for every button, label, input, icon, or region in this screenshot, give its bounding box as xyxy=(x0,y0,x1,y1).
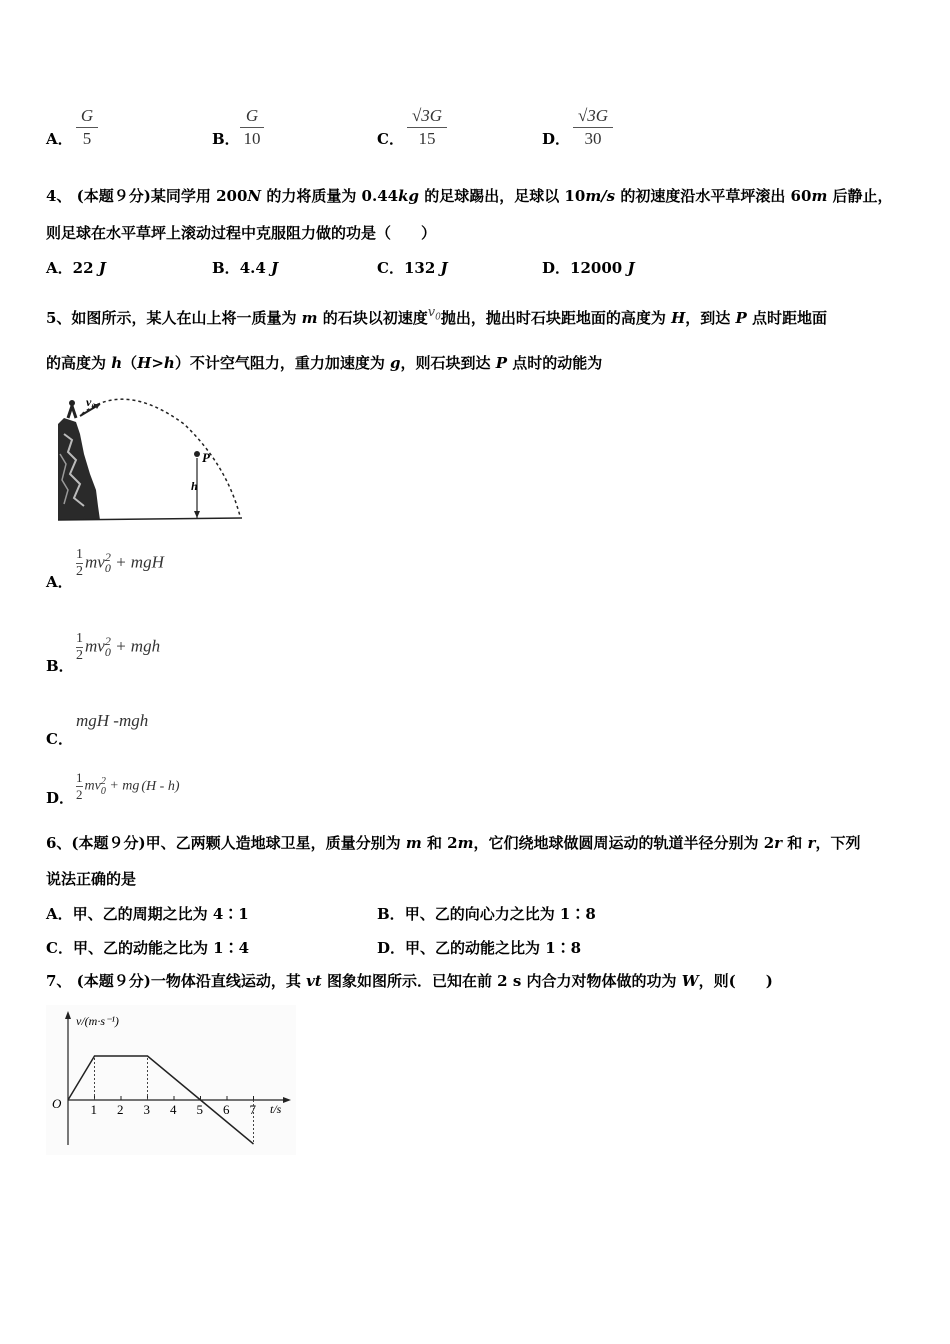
x-tick-label: 4 xyxy=(170,1102,177,1117)
q5-option-label: C． xyxy=(46,730,73,748)
q3-option-d-label: D． xyxy=(542,130,571,148)
q5-stem-line2 xyxy=(46,353,602,373)
q5-condition: H>h xyxy=(137,354,175,372)
point-p-marker xyxy=(194,451,200,457)
q6-var: m xyxy=(457,834,474,852)
q6-option-label: D． xyxy=(377,939,406,957)
half-den: 2 xyxy=(76,787,83,802)
q4-option-label: D． xyxy=(542,259,571,277)
q5-text: ）不计空气阻力，重力加速度为 xyxy=(174,354,391,372)
q4-stem-line1 xyxy=(46,186,893,206)
q6-text: ，下列 xyxy=(815,834,861,852)
x-tick-label: 7 xyxy=(249,1102,256,1117)
q4-option-unit: J xyxy=(98,259,106,277)
q6-option-a xyxy=(46,903,249,924)
expr-part: + mgh xyxy=(110,636,161,656)
q7-text: 7、 (本题９分)一物体沿直线运动，其 xyxy=(46,972,307,990)
q3-option-b-label: B． xyxy=(212,130,240,148)
q4-text: 后静止， xyxy=(827,187,893,205)
q3-option-d-numerator: √3G xyxy=(577,106,609,125)
q3-option-a-denominator: 5 xyxy=(82,129,92,148)
q5-option-label: A． xyxy=(46,573,73,591)
half-num: 1 xyxy=(76,631,83,646)
q4-option-unit: J xyxy=(271,259,279,277)
q6-option-label: B． xyxy=(377,905,405,923)
x-tick-label: 5 xyxy=(196,1102,203,1117)
q6-stem-line1 xyxy=(46,833,860,853)
q4-option-value: 22 xyxy=(72,259,99,277)
q5-option-label: D． xyxy=(46,789,75,807)
q7-var: W xyxy=(681,972,699,990)
q6-text: 6、(本题９分)甲、乙两颗人造地球卫星，质量分别为 xyxy=(46,834,406,852)
q5-option-b-expr xyxy=(76,631,160,664)
q4-text: 的足球踢出，足球以 10 xyxy=(418,187,586,205)
q4-unit: m/s xyxy=(585,187,616,205)
x-axis-label: t/s xyxy=(270,1102,282,1116)
q7-stem xyxy=(46,971,773,991)
q5-var: m xyxy=(301,309,318,327)
q5-text: 点时的动能为 xyxy=(507,354,603,372)
q4-stem-line2: 则足球在水平草坪上滚动过程中克服阻力做的功是（ ） xyxy=(46,224,437,242)
vt-chart xyxy=(46,1005,296,1155)
q3-option-c-label: C． xyxy=(377,130,404,148)
q3-option-d-denominator: 30 xyxy=(584,129,602,148)
half-den: 2 xyxy=(76,648,83,663)
q6-option-text: 甲、乙的向心力之比为 1∶8 xyxy=(404,905,596,923)
q4-unit: kg xyxy=(398,187,419,205)
expr-paren: (H - h) xyxy=(141,778,180,794)
y-axis-label: v/(m·s⁻¹) xyxy=(76,1014,119,1028)
q6-option-c xyxy=(46,937,249,958)
q5-text: 抛出，抛出时石块距地面的高度为 xyxy=(440,309,672,327)
q6-option-b xyxy=(377,903,596,924)
expr-part: mv xyxy=(84,778,101,794)
q5-text: 的高度为 xyxy=(46,354,112,372)
q3-option-a-fraction xyxy=(76,106,98,149)
q4-option-label: B． xyxy=(212,259,240,277)
q5-text: 的石块以初速度 xyxy=(317,309,428,327)
half-num: 1 xyxy=(76,770,83,785)
q4-option-label: A． xyxy=(46,259,73,277)
x-tick-label: 3 xyxy=(143,1102,150,1117)
q3-option-a-numerator: G xyxy=(80,106,94,125)
q3-option-b-numerator: G xyxy=(245,106,259,125)
q3-option-b-denominator: 10 xyxy=(243,129,261,148)
q4-option-label: C． xyxy=(377,259,404,277)
expr-part: mv xyxy=(85,636,105,656)
q5-option-c-expr: mgH -mgh xyxy=(76,711,149,730)
half-num: 1 xyxy=(76,547,83,562)
q6-option-label: C． xyxy=(46,939,73,957)
q4-option-value: 12000 xyxy=(570,259,628,277)
q5-text: 5、如图所示，某人在山上将一质量为 xyxy=(46,309,302,327)
q3-option-c-numerator: √3G xyxy=(411,106,443,125)
q7-text: 图象如图所示．已知在前 2 s 内合力对物体做的功为 xyxy=(321,972,682,990)
x-tick-label: 2 xyxy=(117,1102,124,1117)
x-tick-label: 1 xyxy=(90,1102,97,1117)
q6-text: 和 xyxy=(782,834,808,852)
q5-text: （ xyxy=(122,354,138,372)
expr-part: + mgH xyxy=(110,552,164,572)
q6-stem-line2: 说法正确的是 xyxy=(46,870,137,888)
x-tick-label: 6 xyxy=(223,1102,230,1117)
q6-option-label: A． xyxy=(46,905,73,923)
expr-sub: 0 xyxy=(104,644,111,659)
height-h-label: h xyxy=(191,479,198,493)
q6-option-text: 甲、乙的动能之比为 1∶4 xyxy=(72,939,250,957)
q4-text: 的力将质量为 0.44 xyxy=(261,187,399,205)
q5-sub: 0 xyxy=(435,312,441,323)
expr-part: mv xyxy=(85,552,105,572)
q5-text: 点时距地面 xyxy=(746,309,828,327)
q5-var-v0 xyxy=(427,305,441,323)
q5-var: h xyxy=(111,354,123,372)
q4-option-a xyxy=(46,257,106,278)
q5-option-label: B． xyxy=(46,657,74,675)
q4-option-unit: J xyxy=(627,259,635,277)
q5-option-d-expr xyxy=(76,770,180,803)
q4-unit: N xyxy=(247,187,262,205)
q4-unit: m xyxy=(811,187,828,205)
origin-label: O xyxy=(52,1096,62,1111)
q3-option-c-fraction xyxy=(407,106,447,149)
v0-label: v₀ xyxy=(86,395,96,409)
expr-sup: 2 xyxy=(100,776,106,788)
q5-var: g xyxy=(390,354,401,372)
q4-option-c xyxy=(377,257,448,278)
half-fraction xyxy=(76,631,83,664)
q3-option-d-fraction xyxy=(573,106,613,149)
expr-sub: 0 xyxy=(104,560,111,575)
q4-text: 4、 (本题９分)某同学用 200 xyxy=(46,187,248,205)
point-p-label: P xyxy=(202,450,210,465)
expr-sub: 0 xyxy=(100,785,106,797)
expr-sup: 2 xyxy=(104,633,111,648)
q6-option-text: 甲、乙的周期之比为 4∶1 xyxy=(72,905,249,923)
q4-option-unit: J xyxy=(440,259,448,277)
q6-text: ，它们绕地球做圆周运动的轨道半径分别为 2 xyxy=(473,834,775,852)
half-den: 2 xyxy=(76,564,83,579)
q5-v: v xyxy=(427,305,436,320)
q5-option-a-expr xyxy=(76,547,164,580)
q5-projectile-figure xyxy=(54,394,244,524)
half-fraction xyxy=(76,770,83,803)
q5-stem-line1 xyxy=(46,303,827,328)
q5-var: P xyxy=(735,309,747,327)
q4-option-d xyxy=(542,257,635,278)
half-fraction xyxy=(76,547,83,580)
q5-var: P xyxy=(495,354,508,372)
q5-text: ，到达 xyxy=(685,309,736,327)
q3-option-c-denominator: 15 xyxy=(418,129,436,148)
q3-option-a-label: A． xyxy=(46,130,73,148)
q4-option-value: 132 xyxy=(403,259,441,277)
q6-var: r xyxy=(807,834,816,852)
q5-text: ，则石块到达 xyxy=(400,354,496,372)
q6-var: m xyxy=(405,834,422,852)
q6-text: 和 2 xyxy=(421,834,458,852)
expr-sup: 2 xyxy=(104,549,111,564)
q7-var: vt xyxy=(306,972,322,990)
q4-text: 的初速度沿水平草坪滚出 60 xyxy=(615,187,812,205)
q6-option-d xyxy=(377,937,581,958)
q4-option-value: 4.4 xyxy=(239,259,272,277)
q5-var: H xyxy=(671,309,686,327)
q4-option-b xyxy=(212,257,278,278)
q6-option-text: 甲、乙的动能之比为 1∶8 xyxy=(405,939,582,957)
expr-part: + mg xyxy=(105,778,140,794)
q7-text: ，则( ) xyxy=(698,972,773,990)
trajectory-curve xyxy=(82,399,240,516)
q6-var: r xyxy=(774,834,783,852)
q3-option-b-fraction xyxy=(240,106,264,149)
